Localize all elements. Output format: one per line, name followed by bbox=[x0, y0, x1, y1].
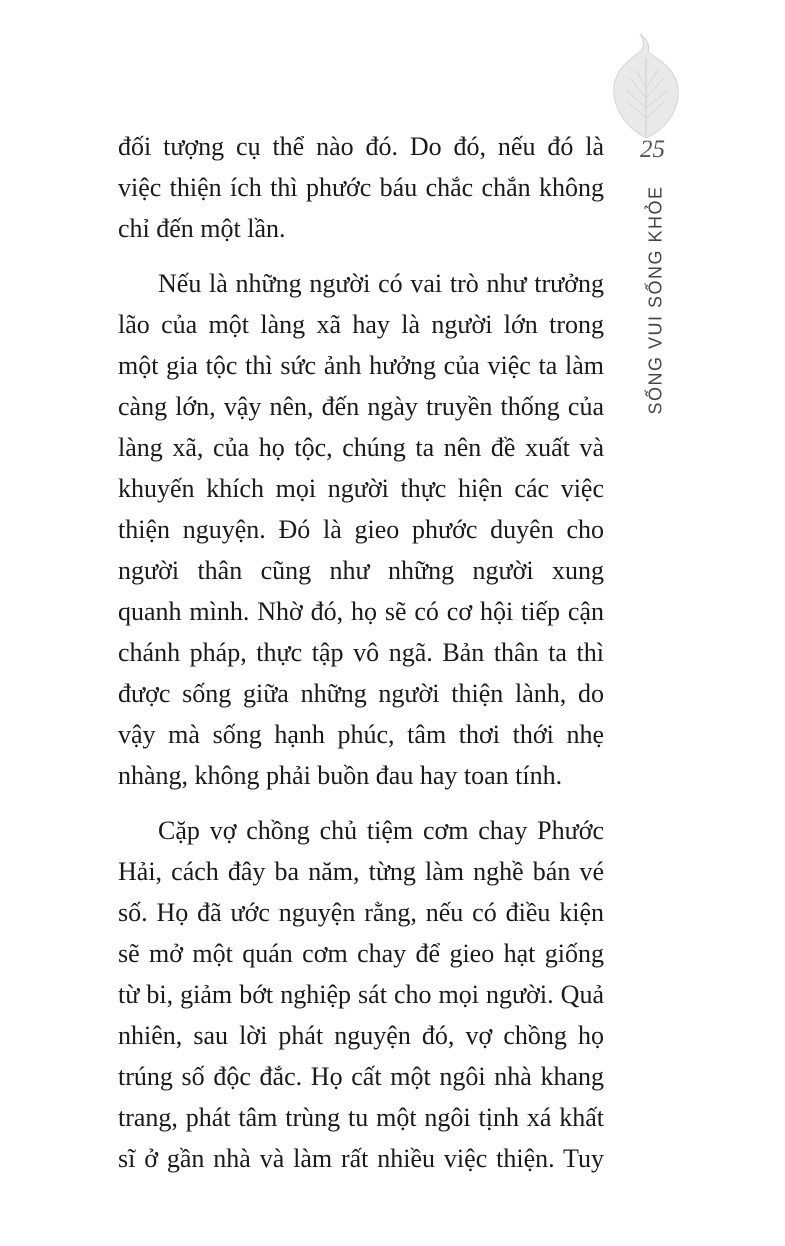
text-line: trang, phát tâm trùng tu một ngôi tịnh xá khất bbox=[118, 1103, 604, 1132]
text-line: từ bi, giảm bớt nghiệp sát cho mọi người. Quả bbox=[118, 980, 604, 1009]
text-line: sĩ ở gần nhà và làm rất nhiều việc thiện. Tuy bbox=[118, 1144, 604, 1173]
text-line: Nếu là những người có vai trò như trưởng bbox=[158, 269, 604, 298]
paragraph-2 bbox=[118, 263, 604, 796]
page-number: 25 bbox=[640, 136, 665, 163]
text-line: Cặp vợ chồng chủ tiệm cơm chay Phước bbox=[158, 816, 604, 845]
text-line: nhiên, sau lời phát nguyện đó, vợ chồng họ bbox=[118, 1021, 604, 1050]
text-line: chỉ đến một lần. bbox=[118, 214, 286, 243]
text-line: sẽ mở một quán cơm chay để gieo hạt giống bbox=[118, 939, 604, 968]
paragraph-3 bbox=[118, 810, 604, 1179]
text-line: số. Họ đã ước nguyện rằng, nếu có điều kiện bbox=[118, 898, 604, 927]
text-line: đối tượng cụ thể nào đó. Do đó, nếu đó là bbox=[118, 132, 604, 161]
running-head-title: SỐNG VUI SỐNG KHỎE bbox=[645, 185, 666, 415]
text-line: quanh mình. Nhờ đó, họ sẽ có cơ hội tiếp cận bbox=[118, 597, 604, 626]
text-line: nhàng, không phải buồn đau hay toan tính. bbox=[118, 761, 563, 790]
leaf-icon bbox=[606, 28, 686, 148]
text-line: thiện nguyện. Đó là gieo phước duyên cho bbox=[118, 515, 604, 544]
text-line: việc thiện ích thì phước báu chắc chắn không bbox=[118, 173, 604, 202]
text-line: được sống giữa những người thiện lành, do bbox=[118, 679, 604, 708]
text-line: một gia tộc thì sức ảnh hưởng của việc ta làm bbox=[118, 351, 604, 380]
paragraph-1 bbox=[118, 126, 604, 249]
text-line: trúng số độc đắc. Họ cất một ngôi nhà khang bbox=[118, 1062, 604, 1091]
text-line: làng xã, của họ tộc, chúng ta nên đề xuất và bbox=[118, 433, 604, 462]
text-line: khuyến khích mọi người thực hiện các việc bbox=[118, 474, 604, 503]
text-line: người thân cũng như những người xung bbox=[118, 556, 604, 585]
body-text bbox=[118, 126, 604, 1193]
text-line: Hải, cách đây ba năm, từng làm nghề bán vé bbox=[118, 857, 604, 886]
text-line: chánh pháp, thực tập vô ngã. Bản thân ta thì bbox=[118, 638, 604, 667]
text-line: lão của một làng xã hay là người lớn trong bbox=[118, 310, 604, 339]
text-line: càng lớn, vậy nên, đến ngày truyền thống của bbox=[118, 392, 604, 421]
text-line: vậy mà sống hạnh phúc, tâm thơi thới nhẹ bbox=[118, 720, 604, 749]
